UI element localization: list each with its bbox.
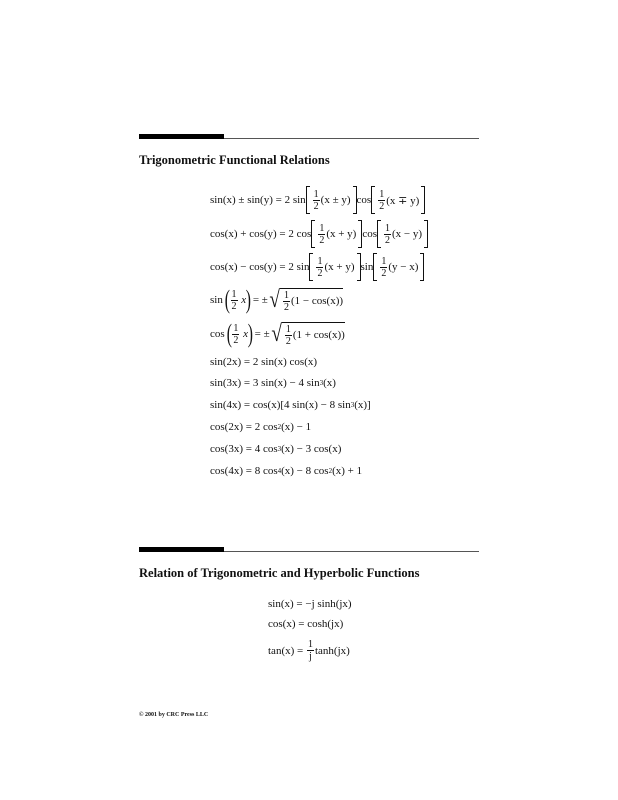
equation-difference-of-cosines: cos(x) − cos(y) = 2 sin $\frac{1}{2}$ (x + y) sin $\frac{1}{2}$ (y − x) (210, 253, 424, 281)
equation-sin-sinh: sin(x) = −j sinh(jx) (268, 598, 352, 610)
equation-quadruple-angle-sine: sin(4x) = cos(x)[4 sin(x) − 8 sin 3 (x)] (210, 399, 371, 411)
section-rule-bar (139, 547, 224, 552)
section-rule-2 (139, 551, 479, 552)
equation-half-angle-cosine: cos ( $\frac{1}{2}$ x ) = ± √ $\frac{1}{2}$ (1 + cos(x)) (210, 321, 345, 347)
equation-half-angle-sine: sin ( $\frac{1}{2}$ x ) = ± √ $\frac{1}{2}$ (1 − cos(x)) (210, 287, 343, 313)
section-heading-trig-relations: Trigonometric Functional Relations (139, 153, 330, 167)
equation-double-angle-cosine: cos(2x) = 2 cos 2 (x) − 1 (210, 421, 312, 433)
equation-double-angle-sine: sin(2x) = 2 sin(x) cos(x) (210, 356, 318, 368)
section-rule-1 (139, 138, 479, 139)
equation-tan-tanh: tan(x) = $\frac{1}{j}$ tanh(jx) (268, 639, 350, 662)
equation-cos-cosh: cos(x) = cosh(jx) (268, 618, 344, 630)
section-heading-trig-hyperbolic: Relation of Trigonometric and Hyperbolic Functions (139, 566, 420, 580)
equation-sum-of-cosines: cos(x) + cos(y) = 2 cos $\frac{1}{2}$ (x + y) cos $\frac{1}{2}$ (x − y) (210, 220, 428, 248)
section-rule-bar (139, 134, 224, 139)
equation-quadruple-angle-cosine: cos(4x) = 8 cos 4 (x) − 8 cos 2 (x) + 1 (210, 465, 363, 477)
equation-triple-angle-cosine: cos(3x) = 4 cos 3 (x) − 3 cos(x) (210, 443, 342, 455)
equation-triple-angle-sine: sin(3x) = 3 sin(x) − 4 sin 3 (x) (210, 377, 336, 389)
copyright-notice: © 2001 by CRC Press LLC (139, 712, 209, 718)
equation-sum-of-sines: sin(x) ± sin(y) = 2 sin $\frac{1}{2}$ (x ± y) cos $\frac{1}{2}$ (x ∓ y) (210, 186, 425, 214)
